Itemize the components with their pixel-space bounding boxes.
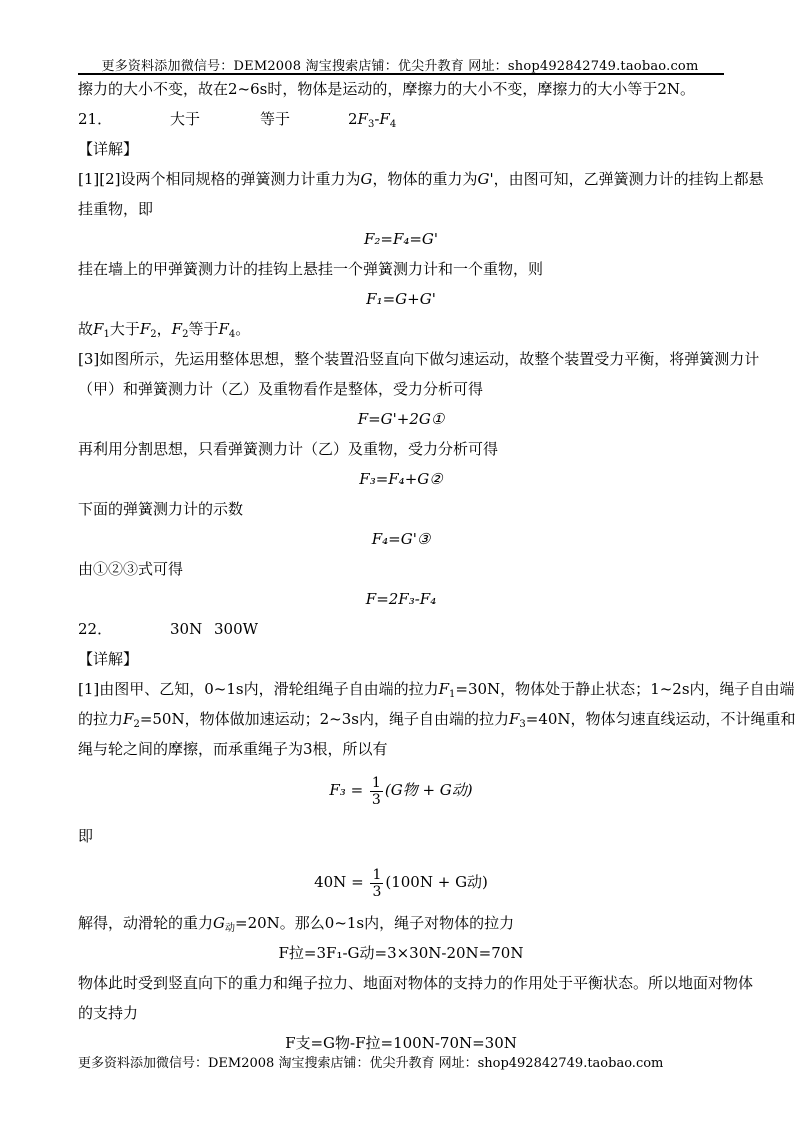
question-21-answers	[78, 104, 724, 134]
page-footer: 更多资料添加微信号：DEM2008 淘宝搜索店铺：优尖升教育 网址：shop492842749.taobao.com	[78, 1056, 664, 1071]
paragraph: 解得，动滑轮的重力$G_动=20N$。那么0~1s内，绳子对物体的拉力	[78, 914, 515, 934]
document-body	[78, 74, 796, 1058]
answer-blank-1: 大于	[170, 110, 201, 128]
paragraph: [1]由图甲、乙知，0~1s内，滑轮组绳子自由端的拉力$F_1=30N$，物体处于静止状态；1~2s内，绳子自由端	[78, 680, 795, 700]
paragraph: 绳与轮之间的摩擦，而承重绳子为3根，所以有	[78, 740, 388, 758]
paragraph: 擦力的大小不变，故在2~6s时，物体是运动的，摩擦力的大小不变，摩擦力的大小等于2N。	[78, 80, 696, 98]
paragraph: 下面的弹簧测力计的示数	[78, 500, 244, 518]
paragraph: 再利用分割思想，只看弹簧测力计（乙）及重物，受力分析可得	[78, 440, 499, 458]
fraction: $\frac{1}{3}$	[372, 866, 382, 900]
equation: F₄=G'③	[371, 530, 431, 548]
paragraph: [3]如图所示，先运用整体思想，整个装置沿竖直向下做匀速运动，故整个装置受力平衡，将弹簧测力计	[78, 350, 760, 368]
paragraph: 的支持力	[78, 1004, 139, 1022]
paragraph: 的拉力$F_2=50N$，物体做加速运动；2~3s内，绳子自由端的拉力$F_3=40N$，物体匀速直线运动，不计绳重和	[78, 710, 796, 730]
equation: F支=G物-F拉=100N-70N=30N	[285, 1034, 517, 1052]
answer-blank-2: 等于	[260, 110, 291, 128]
question-number: 22．	[78, 620, 113, 638]
paragraph: 物体此时受到竖直向下的重力和绳子拉力、地面对物体的支持力的作用处于平衡状态。所以地面对物体	[78, 974, 754, 992]
detail-label: 【详解】	[78, 650, 139, 668]
paragraph: 故$F_1$大于$F_2$，$F_2$等于$F_4$。	[78, 320, 251, 340]
paragraph: 挂重物，即	[78, 200, 154, 218]
question-number: 21．	[78, 110, 113, 128]
answer-blank-1: 30N	[170, 620, 203, 638]
equation: F=2F₃-F₄	[365, 590, 437, 608]
paragraph: 由①②③式可得	[78, 560, 184, 578]
equation-fraction: F₃ = $\frac{1}{3}$ (G物 + G动)	[329, 774, 473, 808]
equation: F₁=G+G'	[366, 290, 436, 308]
paragraph: （甲）和弹簧测力计（乙）及重物看作是整体，受力分析可得	[78, 380, 484, 398]
fraction: $\frac{1}{3}$	[371, 774, 381, 808]
equation: F₃=F₄+G②	[359, 470, 443, 488]
question-22-answers	[78, 614, 724, 644]
paragraph: [1][2]设两个相同规格的弹簧测力计重力为G，物体的重力为G'，由图可知，乙弹簧测力计的挂钩上都悬	[78, 170, 764, 188]
paragraph: 即	[78, 827, 94, 845]
equation-fraction: 40N = $\frac{1}{3}$ (100N + G动)	[314, 866, 488, 900]
answer-blank-3: $2F_3-F_4$	[348, 110, 397, 130]
page-header: 更多资料添加微信号：DEM2008 淘宝搜索店铺：优尖升教育 网址：shop492842749.taobao.com	[101, 59, 699, 74]
equation: F拉=3F₁-G动=3×30N-20N=70N	[278, 944, 524, 962]
detail-label: 【详解】	[78, 140, 139, 158]
equation: F=G'+2G①	[357, 410, 445, 428]
answer-blank-2: 300W	[214, 620, 259, 638]
equation: F₂=F₄=G'	[363, 230, 439, 248]
paragraph: 挂在墙上的甲弹簧测力计的挂钩上悬挂一个弹簧测力计和一个重物，则	[78, 260, 544, 278]
